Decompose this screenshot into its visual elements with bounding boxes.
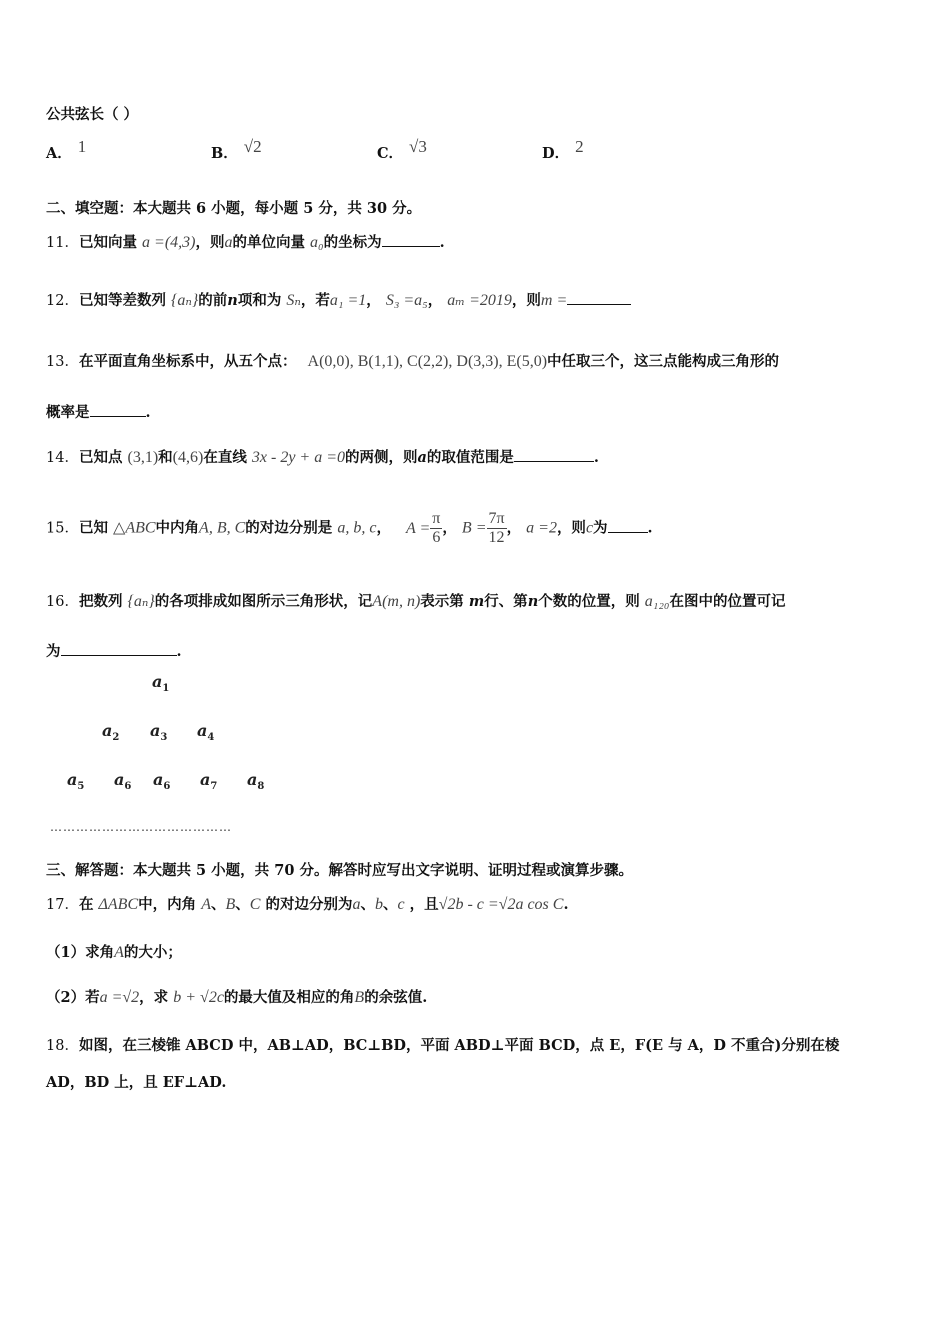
question-12: 12．已知等差数列 {aₙ}的前n项和为 Sₙ，若a₁ =1， S₃ =a₅， aₘ =2019，则m =	[46, 289, 631, 310]
question-18-line2: AD，BD 上，且 EF⊥AD.	[46, 1074, 227, 1091]
question-14: 14．已知点 (3,1)和(4,6)在直线 3x - 2y + a =0的两侧，则a的取值范围是 .	[46, 449, 599, 466]
question-13-line2: 概率是 .	[46, 404, 151, 421]
question-17-part1: （1）求角A的大小；	[46, 944, 182, 961]
triangle-term: $a_8$	[247, 770, 265, 793]
question-17: 17．在 ΔABC中，内角 A、B、C 的对边分别为a、b、c ，且√2b - c =√2a cos C.	[46, 896, 569, 913]
triangle-term: $a_7$	[200, 770, 218, 793]
option-d: D． 2	[542, 137, 584, 162]
q10-tail: 公共弦长（ ）	[46, 106, 139, 123]
question-18: 18．如图，在三棱锥 ABCD 中，AB⊥AD，BC⊥BD，平面 ABD⊥平面 BCD，点 E，F(E 与 A，D 不重合)分别在棱	[46, 1037, 840, 1054]
option-c: C． √3	[377, 137, 427, 162]
option-b: B． √2	[211, 137, 262, 162]
question-16-line2: 为 .	[46, 643, 182, 660]
fraction-7pi-12: $\frac{7\pi}{12}$	[488, 510, 505, 546]
option-a: A． 1	[46, 137, 87, 162]
question-11: 11．已知向量 a =(4,3)，则a的单位向量 a₀的坐标为 .	[46, 234, 445, 251]
section3-heading: 三、解答题：本大题共 5 小题，共 70 分。解答时应写出文字说明、证明过程或演算步骤。	[46, 862, 633, 879]
triangle-ellipsis: ……………………………………	[50, 820, 232, 834]
triangle-term: $a_1$	[152, 672, 170, 695]
triangle-term: $a_3$	[150, 721, 168, 744]
question-13: 13．在平面直角坐标系中，从五个点： A(0,0), B(1,1), C(2,2), D(3,3), E(5,0)中任取三个，这三点能构成三角形的	[46, 353, 780, 370]
triangle-term: $a_5$	[67, 770, 85, 793]
question-15: 15．已知 △ABC中内角A, B, C的对边分别是 a, b, c， A = $\frac{\pi}{6}$ ， B = $\frac{7\pi}{12}$ ， a =2，则c为 .	[46, 510, 653, 546]
triangle-term: $a_4$	[197, 721, 215, 744]
question-16: 16．把数列 {aₙ}的各项排成如图所示三角形状，记A(m, n)表示第 m行、第n个数的位置，则 a₁₂₀在图中的位置可记	[46, 593, 786, 610]
triangle-term: $a_6$	[114, 770, 132, 793]
triangle-term: $a_6$	[153, 770, 171, 793]
triangle-term: $a_2$	[102, 721, 120, 744]
section2-heading: 二、填空题：本大题共 6 小题，每小题 5 分，共 30 分。	[46, 200, 422, 217]
question-17-part2: （2）若a =√2，求 b + √2c的最大值及相应的角B的余弦值.	[46, 989, 428, 1006]
fraction-pi-6: $\frac{\pi}{6}$	[432, 510, 441, 546]
